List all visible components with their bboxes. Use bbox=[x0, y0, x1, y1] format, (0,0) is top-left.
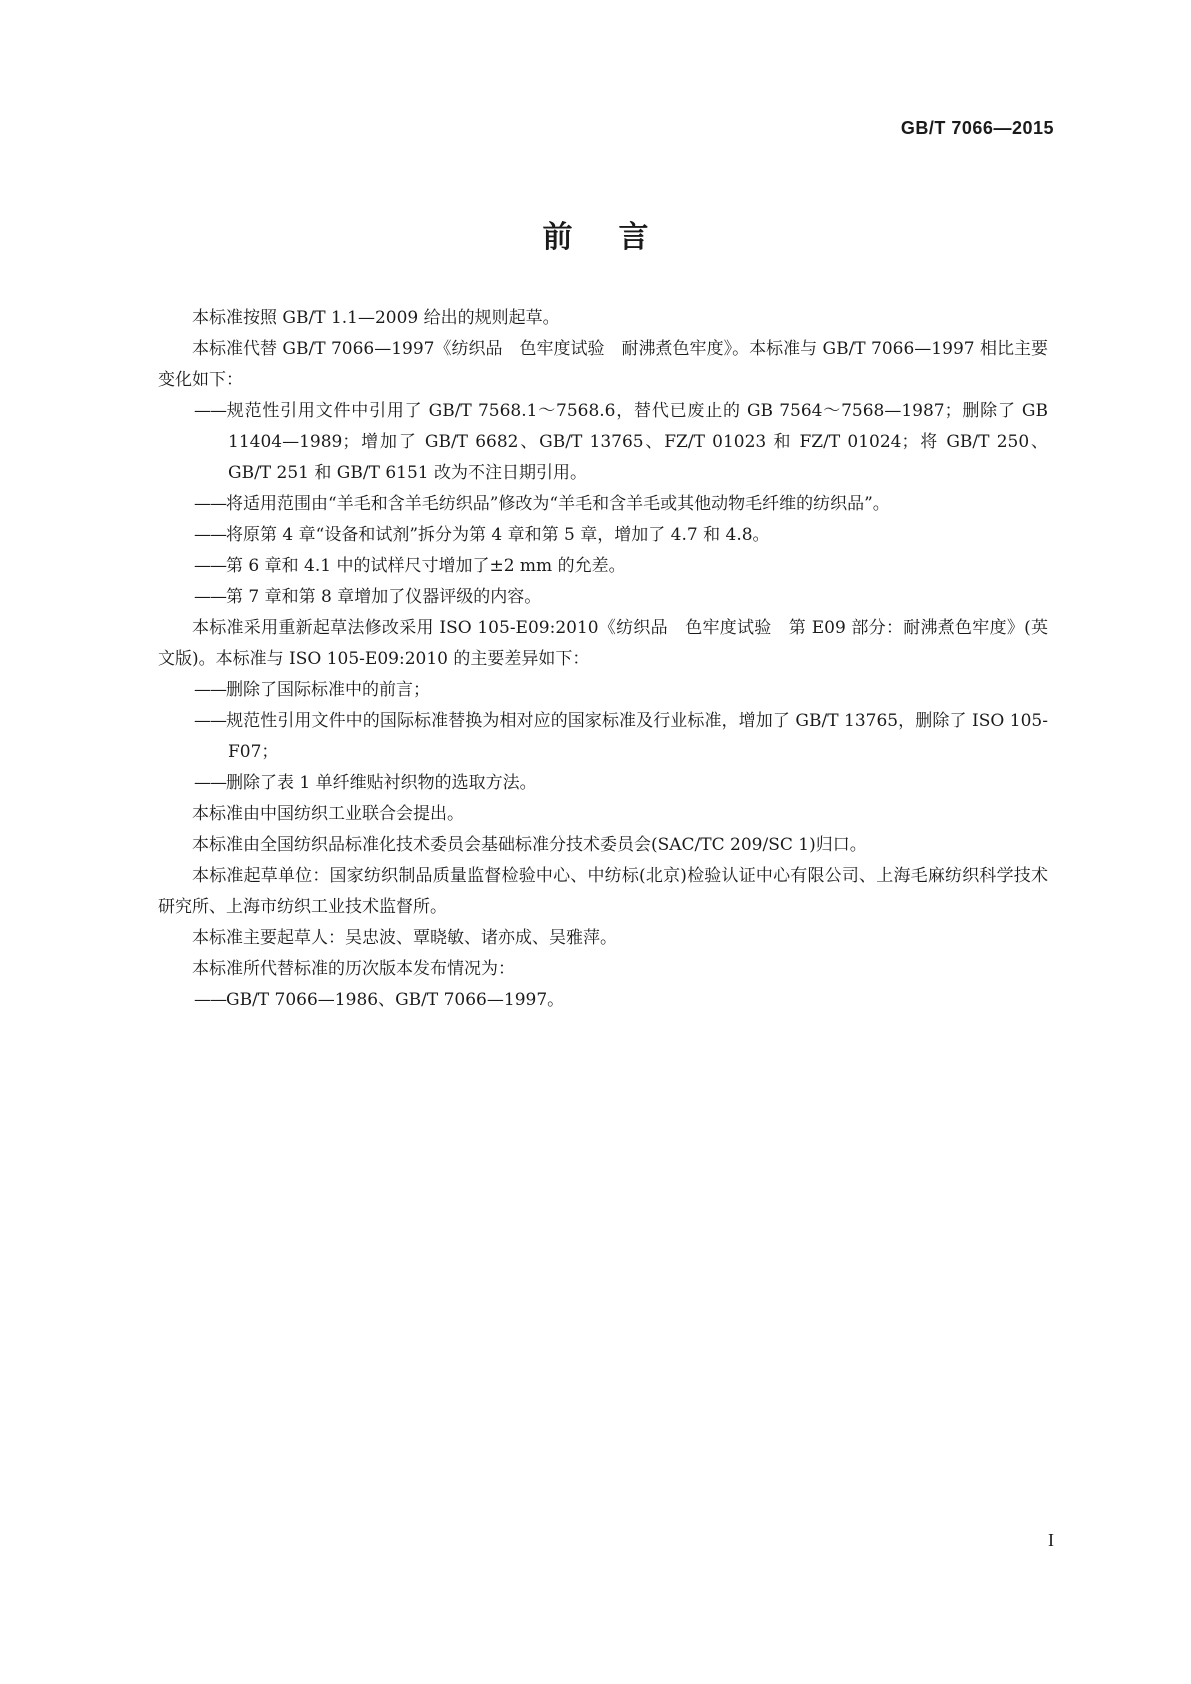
list-item-text: 规范性引用文件中引用了 GB/T 7568.1～7568.6，替代已废止的 GB 7564～7568—1987；删除了 GB 11404—1989；增加了 GB/T 6682、GB/T 13765、FZ/T 01023 和 FZ/T 01024；将 GB/T 250、GB/T 251 和 GB/T 6151 改为不注日期引用。 bbox=[226, 401, 1048, 483]
dash-marker: —— bbox=[194, 556, 226, 576]
paragraph bbox=[158, 799, 1048, 830]
list-item-text: 规范性引用文件中的国际标准替换为相对应的国家标准及行业标准，增加了 GB/T 13765，删除了 ISO 105-F07； bbox=[226, 711, 1048, 762]
paragraph bbox=[158, 954, 1048, 985]
dash-marker: —— bbox=[194, 494, 226, 514]
paragraph bbox=[158, 334, 1048, 396]
list-item bbox=[158, 582, 1048, 613]
list-item-text: 删除了国际标准中的前言； bbox=[226, 680, 430, 700]
paragraph-text: 本标准采用重新起草法修改采用 ISO 105-E09:2010《纺织品 色牢度试验 第 E09 部分：耐沸煮色牢度》(英文版)。本标准与 ISO 105-E09:2010 的主要差异如下： bbox=[158, 618, 1048, 669]
list-item bbox=[158, 768, 1048, 799]
paragraph bbox=[158, 861, 1048, 923]
list-item-text: 删除了表 1 单纤维贴衬织物的选取方法。 bbox=[226, 773, 537, 793]
paragraph-text: 本标准起草单位：国家纺织制品质量监督检验中心、中纺标(北京)检验认证中心有限公司、上海毛麻纺织科学技术研究所、上海市纺织工业技术监督所。 bbox=[158, 866, 1048, 917]
standard-code: GB/T 7066—2015 bbox=[900, 118, 1054, 138]
list-item bbox=[158, 551, 1048, 582]
paragraph-text: 本标准所代替标准的历次版本发布情况为： bbox=[192, 959, 515, 979]
paragraph bbox=[158, 923, 1048, 954]
paragraph bbox=[158, 613, 1048, 675]
list-item bbox=[158, 520, 1048, 551]
paragraph-text: 本标准代替 GB/T 7066—1997《纺织品 色牢度试验 耐沸煮色牢度》。本标准与 GB/T 7066—1997 相比主要变化如下： bbox=[158, 339, 1048, 390]
list-item bbox=[158, 396, 1048, 489]
list-item-text: 将原第 4 章“设备和试剂”拆分为第 4 章和第 5 章，增加了 4.7 和 4.8。 bbox=[226, 525, 770, 545]
list-item bbox=[158, 706, 1048, 768]
dash-marker: —— bbox=[194, 680, 226, 700]
dash-marker: —— bbox=[194, 990, 226, 1010]
paragraph bbox=[158, 303, 1048, 334]
dash-marker: —— bbox=[194, 587, 226, 607]
paragraph-text: 本标准由全国纺织品标准化技术委员会基础标准分技术委员会(SAC/TC 209/SC 1)归口。 bbox=[192, 835, 867, 855]
list-item-text: 将适用范围由“羊毛和含羊毛纺织品”修改为“羊毛和含羊毛或其他动物毛纤维的纺织品”。 bbox=[226, 494, 890, 514]
dash-marker: —— bbox=[194, 773, 226, 793]
paragraph-text: 本标准按照 GB/T 1.1—2009 给出的规则起草。 bbox=[192, 308, 560, 328]
paragraph bbox=[158, 830, 1048, 861]
list-item bbox=[158, 985, 1048, 1016]
page-title: 前言 bbox=[542, 220, 695, 255]
paragraph-text: 本标准主要起草人：吴忠波、覃晓敏、诸亦成、吴雅萍。 bbox=[192, 928, 617, 948]
dash-marker: —— bbox=[194, 401, 226, 421]
dash-marker: —— bbox=[194, 711, 226, 731]
list-item-text: 第 6 章和 4.1 中的试样尺寸增加了±2 mm 的允差。 bbox=[226, 556, 626, 576]
list-item bbox=[158, 489, 1048, 520]
list-item-text: GB/T 7066—1986、GB/T 7066—1997。 bbox=[226, 990, 565, 1010]
page-number: I bbox=[1048, 1530, 1054, 1550]
dash-marker: —— bbox=[194, 525, 226, 545]
list-item bbox=[158, 675, 1048, 706]
document-body bbox=[158, 303, 1048, 1016]
paragraph-text: 本标准由中国纺织工业联合会提出。 bbox=[192, 804, 464, 824]
list-item-text: 第 7 章和第 8 章增加了仪器评级的内容。 bbox=[226, 587, 542, 607]
